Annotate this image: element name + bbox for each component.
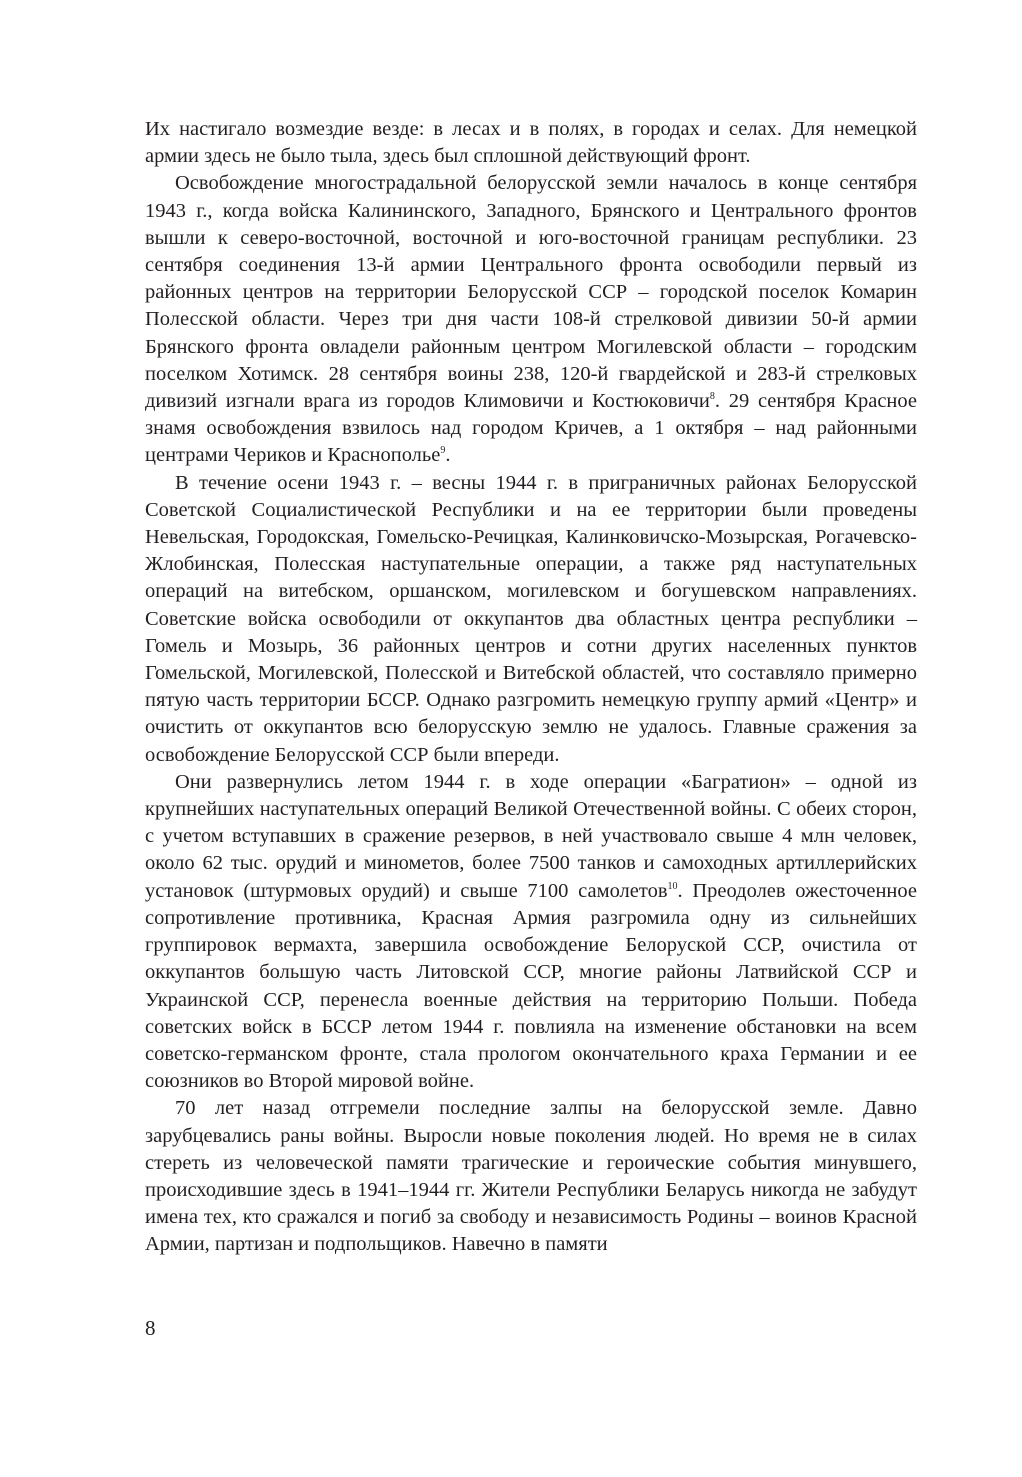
paragraph [145, 769, 917, 1095]
paragraph-text: . [445, 444, 451, 467]
paragraph-text: Они развернулись летом 1944 г. в ходе операции «Багратион» – одной из крупнейших наступательных операций Великой Отечественной войны. С обеих сторон, с учетом вступавших в сражение резервов, в ней участвовало свыше 4 млн человек, около 62 тыс. орудий и минометов, более 7500 танков и самоходных артиллерийских установок (штурмовых орудий) и свыше 7100 самолетов [145, 770, 917, 902]
page-body [145, 116, 917, 1259]
footnote-marker[interactable]: 9 [440, 445, 446, 457]
paragraph [145, 116, 917, 170]
paragraph [145, 470, 917, 769]
page-number: 8 [145, 1316, 156, 1340]
paragraph [145, 170, 917, 469]
paragraph-text: 70 лет назад отгремели последние залпы на белорусской земле. Давно зарубцевались раны войны. Выросли новые поколения людей. Но время не в силах стереть из человеческой памяти трагические и героические события минувшего, происходившие здесь в 1941–1944 гг. Жители Республики Беларусь никогда не забудут имена тех, кто сражался и погиб за свободу и независимость Родины – воинов Красной Армии, партизан и подпольщиков. Навечно в памяти [145, 1097, 917, 1256]
paragraph-text: Освобождение многострадальной белорусской земли началось в конце сентября 1943 г., когда войска Калининского, Западного, Брянского и Центрального фронтов вышли к северо-восточной, восточной и юго-восточной границам республики. 23 сентября соединения 13-й армии Центрального фронта освободили первый из районных центров на территории Белорусской ССР – городской поселок Комарин Полесской области. Через три дня части 108-й стрелковой дивизии 50-й армии Брянского фронта овладели районным центром Могилевской области – городским поселком Хотимск. 28 сентября воины 238, 120-й гвардейской и 283-й стрелковых дивизий изгнали врага из городов Климовичи и Костюковичи [145, 172, 917, 413]
footnote-marker[interactable]: 8 [709, 391, 715, 403]
paragraph-text: В течение осени 1943 г. – весны 1944 г. в приграничных районах Белорусской Советской Социалистической Республики и на ее территории были проведены Невельская, Городокская, Гомельско-Речицкая, Калинковичско-Мозырская, Рогачевско-Жлобинская, Полесская наступательные операции, а также ряд наступательных операций на витебском, оршанском, могилевском и богушевском направлениях. Советские войска освободили от оккупантов два областных центра республики – Гомель и Мозырь, 36 районных центров и сотни других населенных пунктов Гомельской, Могилевской, Полесской и Витебской областей, что составляло примерно пятую часть территории БССР. Однако разгромить немецкую группу армий «Центр» и очистить от оккупантов всю белорусскую землю не удалось. Главные сражения за освобождение Белорусской ССР были впереди. [145, 471, 917, 766]
paragraph-text: . 29 сентября Красное знамя освобождения взвилось над городом Кричев, а 1 октября – над районными центрами Чериков и Краснополье [145, 390, 918, 467]
footnote-marker[interactable]: 10 [667, 880, 678, 892]
paragraph-text: Их настигало возмездие везде: в лесах и в полях, в городах и селах. Для немецкой армии здесь не было тыла, здесь был сплошной действующий фронт. [145, 118, 917, 168]
paragraph-text: . Преодолев ожесточенное сопротивление противника, Красная Армия разгромила одну из сильнейших группировок вермахта, завершила освобождение Белоруской ССР, очистила от оккупантов большую часть Литовской ССР, многие районы Латвийской ССР и Украинской ССР, перенесла военные действия на территорию Польши. Победа советских войск в БССР летом 1944 г. повлияла на изменение обстановки на всем советско-германском фронте, стала прологом окончательного краха Германии и ее союзников во Второй мировой войне. [145, 879, 917, 1093]
paragraph [145, 1095, 917, 1258]
